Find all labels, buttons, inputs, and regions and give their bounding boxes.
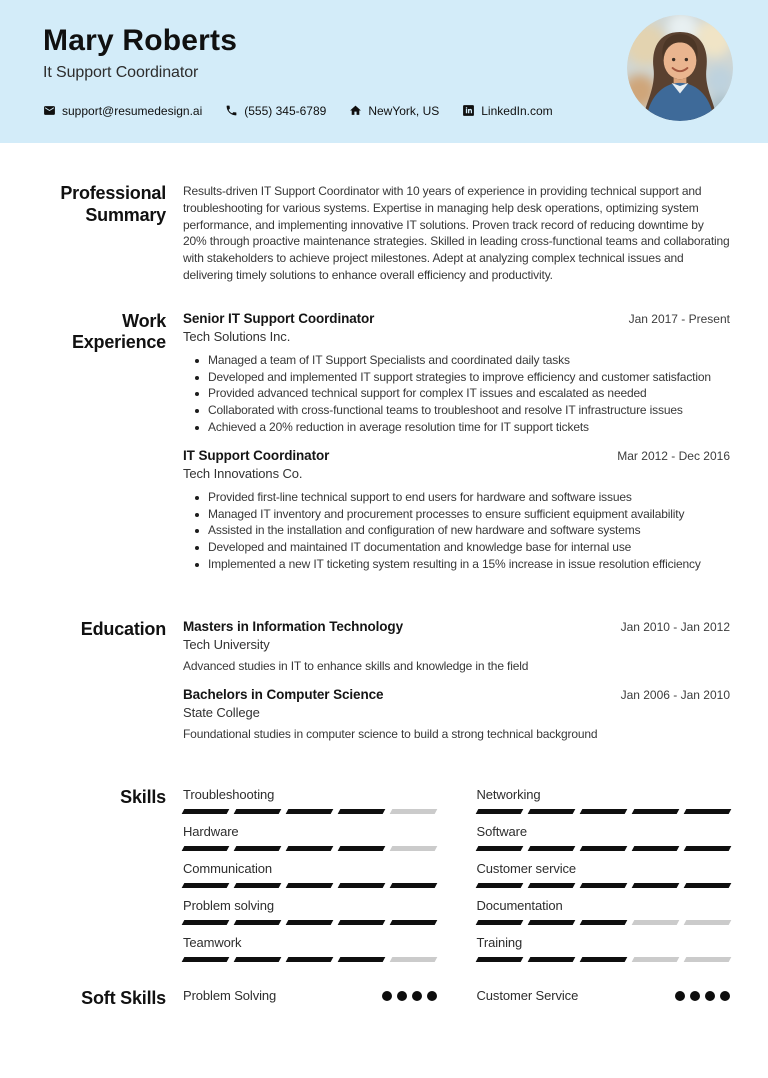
degree-title: Masters in Information Technology (183, 618, 403, 634)
skill-bar-segment (286, 957, 334, 962)
contact-text-phone: (555) 345-6789 (244, 103, 327, 118)
soft-skill-dot (690, 991, 700, 1001)
education-description: Advanced studies in IT to enhance skills and knowledge in the field (183, 658, 529, 673)
skill-bar-segment (390, 920, 438, 925)
phone-icon (225, 104, 238, 117)
job-bullet: Developed and maintained IT documentation and knowledge base for internal use (208, 539, 730, 556)
skill-bar-segment (286, 846, 334, 851)
education-entry (183, 687, 730, 743)
skill-bar-segment (286, 809, 334, 814)
skills-grid (183, 787, 730, 972)
skill-bar-segment (182, 883, 230, 888)
job-bullets (183, 489, 730, 573)
resume-header (0, 0, 768, 143)
contact-home (349, 104, 439, 118)
skill-bar-segment (475, 883, 523, 888)
contact-phone (225, 104, 326, 118)
skill-bar-segment (631, 846, 679, 851)
soft-skill-dot (427, 991, 437, 1001)
skill-label: Networking (476, 787, 541, 803)
job-bullet: Achieved a 20% reduction in average resolution time for IT support tickets (208, 419, 730, 436)
skill-bar-segment (234, 920, 282, 925)
profile-photo-illustration (627, 15, 733, 121)
section-education (0, 619, 730, 755)
skill-bar-segment (579, 957, 627, 962)
skill-bar (477, 809, 731, 814)
job-bullet: Provided first-line technical support to end users for hardware and software issues (208, 489, 730, 506)
skill-bar (183, 957, 437, 962)
skill-item (477, 824, 731, 851)
contact-row (43, 104, 732, 118)
job-dates: Jan 2017 - Present (628, 311, 730, 326)
job-entry (183, 311, 730, 436)
education-dates: Jan 2010 - Jan 2012 (620, 619, 730, 634)
education-list (183, 619, 730, 755)
skill-bar (183, 883, 437, 888)
skill-label: Troubleshooting (183, 787, 275, 803)
skill-bar-segment (527, 957, 575, 962)
contact-text-email: support@resumedesign.ai (62, 103, 203, 118)
skill-label: Problem solving (183, 898, 274, 914)
skill-bar-segment (390, 957, 438, 962)
skill-bar-segment (684, 883, 732, 888)
skill-item (183, 861, 437, 888)
skill-bar-segment (684, 809, 732, 814)
contact-linkedin (462, 104, 552, 118)
job-bullet: Managed a team of IT Support Specialists and coordinated daily tasks (208, 352, 730, 369)
section-skills (0, 787, 730, 972)
soft-skill-label: Problem Solving (183, 988, 277, 1004)
skill-bar-segment (234, 846, 282, 851)
skill-item (183, 935, 437, 962)
skill-bar-segment (684, 920, 732, 925)
candidate-name: Mary Roberts (43, 24, 238, 57)
skill-item (183, 898, 437, 925)
skill-bar-segment (234, 883, 282, 888)
soft-skill-dot (675, 991, 685, 1001)
skill-bar-segment (475, 920, 523, 925)
soft-skills-grid (183, 988, 730, 1013)
soft-skill-dot (382, 991, 392, 1001)
skill-bar-segment (579, 846, 627, 851)
skill-bar-segment (338, 957, 386, 962)
skill-item (477, 898, 731, 925)
skill-bar-segment (390, 883, 438, 888)
skill-bar (183, 846, 437, 851)
skill-item (183, 824, 437, 851)
skill-bar-segment (338, 846, 386, 851)
skill-bar-segment (475, 957, 523, 962)
skill-bar-segment (684, 957, 732, 962)
skill-label: Documentation (476, 898, 563, 914)
skill-bar-segment (684, 846, 732, 851)
skills-column (477, 787, 731, 972)
skill-item (477, 861, 731, 888)
skill-bar-segment (390, 846, 438, 851)
skill-bar-segment (579, 809, 627, 814)
skill-bar-segment (527, 920, 575, 925)
candidate-job-title: It Support Coordinator (43, 63, 199, 81)
soft-skill-dot (720, 991, 730, 1001)
job-title: Senior IT Support Coordinator (183, 310, 375, 326)
job-company: Tech Solutions Inc. (183, 328, 291, 344)
job-bullet: Managed IT inventory and procurement processes to ensure sufficient equipment availability (208, 506, 730, 523)
education-header (183, 687, 730, 702)
education-dates: Jan 2006 - Jan 2010 (620, 687, 730, 702)
section-soft-skills (0, 988, 730, 1013)
skill-bar (183, 920, 437, 925)
school-name: Tech University (183, 636, 270, 652)
experience-heading: Work Experience (71, 310, 166, 353)
soft-skills-column (477, 988, 731, 1013)
skill-bar (477, 846, 731, 851)
summary-text: Results-driven IT Support Coordinator with 10 years of experience in providing technical support and troubleshooting for various systems. Expertise in managing help desk operations, optimizing system performance, and implementing innovative IT solutions. Proven track record of reducing downtime by 20% through proactive maintenance strategies. Skilled in leading cross-functional teams and collaborating with stakeholders to achieve project milestones. Adept at analyzing complex technical issues and delivering timely solutions to enhance overall efficiency and productivity. (183, 184, 730, 282)
section-work-experience (0, 311, 730, 585)
contact-email (43, 104, 202, 118)
contact-text-home: NewYork, US (368, 103, 440, 118)
soft-skill-item (183, 988, 437, 1003)
soft-skills-column (183, 988, 437, 1013)
skill-label: Hardware (183, 824, 239, 840)
skill-bar-segment (475, 846, 523, 851)
skill-bar-segment (182, 846, 230, 851)
job-bullet: Provided advanced technical support for complex IT issues and escalated as needed (208, 385, 730, 402)
job-bullet: Collaborated with cross-functional teams to troubleshoot and resolve IT infrastructure issues (208, 402, 730, 419)
skill-bar-segment (182, 809, 230, 814)
soft-skills-heading: Soft Skills (81, 988, 166, 1009)
skill-bar-segment (182, 957, 230, 962)
job-bullets (183, 352, 730, 436)
education-header (183, 619, 730, 634)
skills-column (183, 787, 437, 972)
summary-heading: Professional Summary (60, 183, 166, 225)
skill-label: Customer service (476, 861, 577, 877)
skill-label: Teamwork (183, 935, 242, 951)
skill-bar-segment (338, 883, 386, 888)
job-header (183, 448, 730, 463)
skill-bar (477, 920, 731, 925)
section-professional-summary (0, 183, 730, 284)
skill-bar-segment (338, 920, 386, 925)
job-bullet: Implemented a new IT ticketing system resulting in a 15% increase in issue resolution efficiency (208, 556, 730, 573)
education-heading: Education (80, 618, 166, 639)
skill-label: Software (476, 824, 528, 840)
job-title: IT Support Coordinator (183, 447, 330, 463)
education-description: Foundational studies in computer science to build a strong technical background (183, 726, 598, 741)
skill-bar-segment (579, 920, 627, 925)
jobs-list (183, 311, 730, 585)
skill-bar (477, 957, 731, 962)
skill-item (183, 787, 437, 814)
soft-skill-dots (675, 991, 730, 1001)
skill-bar-segment (527, 809, 575, 814)
skill-label: Communication (183, 861, 273, 877)
skill-bar-segment (234, 957, 282, 962)
resume-body (0, 143, 768, 1013)
skill-bar (477, 883, 731, 888)
job-dates: Mar 2012 - Dec 2016 (617, 448, 730, 463)
skills-heading: Skills (120, 787, 166, 808)
skill-bar-segment (390, 809, 438, 814)
skill-item (477, 787, 731, 814)
skill-bar-segment (182, 920, 230, 925)
soft-skill-item (477, 988, 731, 1003)
skill-label: Training (476, 935, 523, 951)
skill-bar-segment (286, 883, 334, 888)
soft-skill-dot (397, 991, 407, 1001)
degree-title: Bachelors in Computer Science (183, 686, 384, 702)
skill-bar-segment (234, 809, 282, 814)
skill-bar-segment (475, 809, 523, 814)
contact-text-linkedin: LinkedIn.com (481, 103, 553, 118)
profile-photo (627, 15, 733, 121)
soft-skill-dots (382, 991, 437, 1001)
linkedin-icon (462, 104, 475, 117)
education-entry (183, 619, 730, 675)
skill-bar-segment (527, 883, 575, 888)
skill-bar-segment (286, 920, 334, 925)
school-name: State College (183, 704, 260, 720)
email-icon (43, 104, 56, 117)
soft-skill-label: Customer Service (476, 988, 579, 1004)
job-company: Tech Innovations Co. (183, 465, 303, 481)
skill-item (477, 935, 731, 962)
skill-bar-segment (338, 809, 386, 814)
job-entry (183, 448, 730, 573)
soft-skill-dot (412, 991, 422, 1001)
skill-bar-segment (631, 957, 679, 962)
skill-bar-segment (631, 883, 679, 888)
job-bullet: Developed and implemented IT support strategies to improve efficiency and customer satisfaction (208, 369, 730, 386)
job-header (183, 311, 730, 326)
home-icon (349, 104, 362, 117)
skill-bar-segment (579, 883, 627, 888)
skill-bar-segment (631, 809, 679, 814)
job-bullet: Assisted in the installation and configuration of new hardware and software systems (208, 522, 730, 539)
skill-bar-segment (631, 920, 679, 925)
skill-bar-segment (527, 846, 575, 851)
skill-bar (183, 809, 437, 814)
soft-skill-dot (705, 991, 715, 1001)
